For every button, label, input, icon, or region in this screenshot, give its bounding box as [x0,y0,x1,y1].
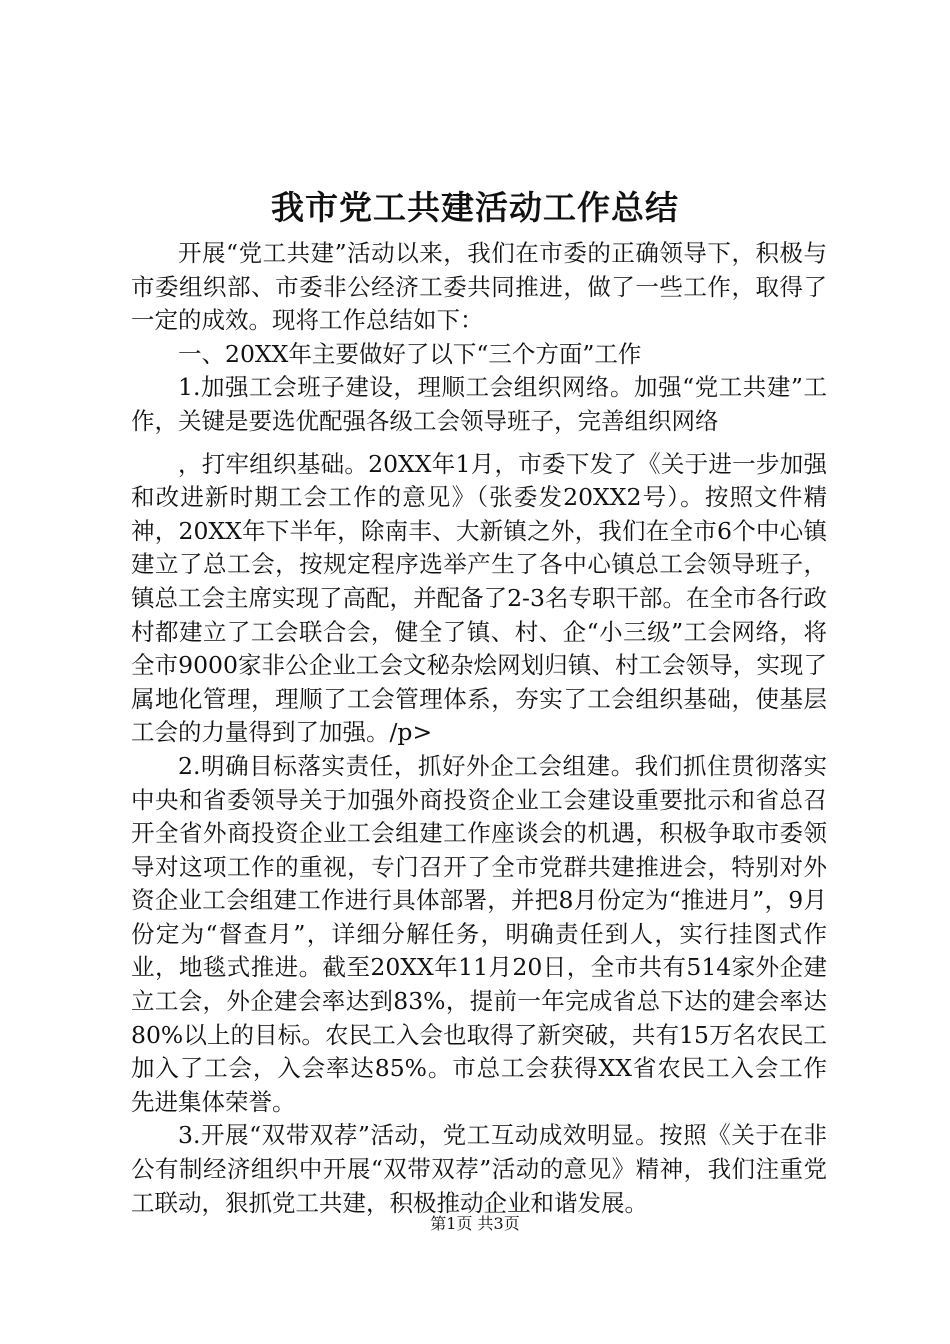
paragraph-section-heading: 一、20XX年主要做好了以下“三个方面”工作 [178,339,642,368]
paragraph-item-2: 2.明确目标落实责任，抓好外企工会组建。我们抓住贯彻落实中央和省委领导关于加强外商投资企业工会建设重要批示和省总召开全省外商投资企业工会组建工作座谈会的机遇，积极争取市委领导对这项工作的重视，专门召开了全市党群共建推进会，特别对外资企业工会组建工作进行具体部署，并把8月份定为“推进月”，9月份定为“督查月”，详细分解任务，明确责任到人，实行挂图式作业，地毯式推进。截至20XX年11月20日，全市共有514家外企建立工会，外企建会率达到83%，提前一年完成省总下达的建会率达80%以上的目标。农民工入会也取得了新突破，共有15万名农民工加入了工会，入会率达85%。市总工会获得XX省农民工入会工作先进集体荣誉。 [131,751,827,1116]
document-body [131,237,827,1220]
document-title: 我市党工共建活动工作总结 [271,188,679,227]
page-number-footer: 第1页 共3页 [430,1214,520,1233]
paragraph-item-3: 3.开展“双带双荐”活动，党工互动成效明显。按照《关于在非公有制经济组织中开展“双带双荐”活动的意见》精神，我们注重党工联动，狠抓党工共建，积极推动企业和谐发展。 [131,1121,827,1217]
paragraph-intro: 开展“党工共建”活动以来，我们在市委的正确领导下，积极与市委组织部、市委非公经济工委共同推进，做了一些工作，取得了一定的成效。现将工作总结如下： [131,239,827,335]
paragraph-item-1: 1.加强工会班子建设，理顺工会组织网络。加强“党工共建”工作，关键是要选优配强各级工会领导班子，完善组织网络 [131,373,827,435]
paragraph-item-1-continued: ，打牢组织基础。20XX年1月，市委下发了《关于进一步加强和改进新时期工会工作的意见》（张委发20XX2号）。按照文件精神，20XX年下半年，除南丰、大新镇之外，我们在全市6个中心镇建立了总工会，按规定程序选举产生了各中心镇总工会领导班子，镇总工会主席实现了高配，并配备了2-3名专职干部。在全市各行政村都建立了工会联合会，健全了镇、村、企“小三级”工会网络，将全市9000家非公企业工会文秘杂烩网划归镇、村工会领导，实现了属地化管理，理顺了工会管理体系，夯实了工会组织基础，使基层工会的力量得到了加强。/p> [131,449,827,747]
